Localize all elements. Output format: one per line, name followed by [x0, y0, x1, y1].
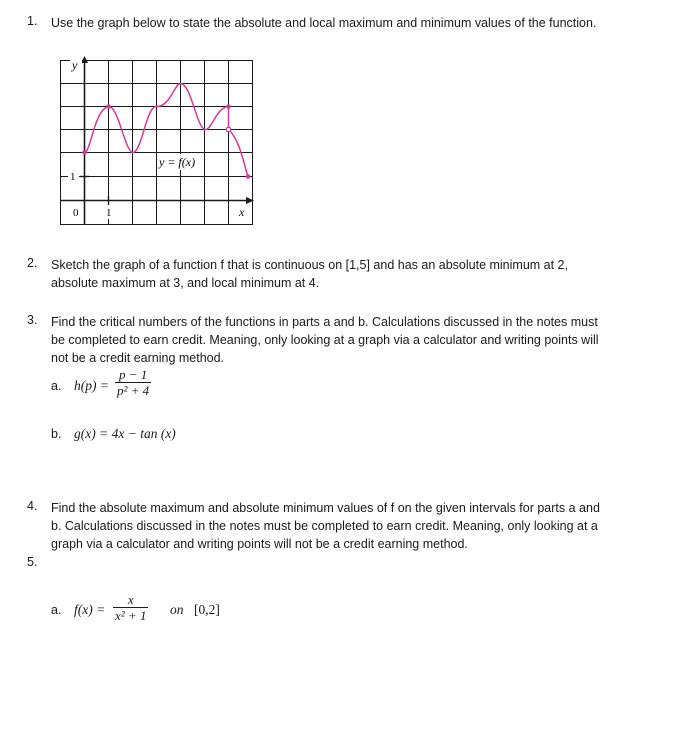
q4-part-a-fraction — [113, 592, 148, 623]
q3-part-a-denominator: p² + 4 — [117, 383, 150, 398]
q3-part-a-label: a. — [51, 379, 62, 393]
q4-part-a-interval: [0,2] — [194, 602, 220, 617]
function-graph — [58, 55, 258, 230]
q3-line-2: be completed to earn credit. Meaning, only looking at a graph via a calculator and writing points will — [51, 333, 599, 347]
point-jump-bottom — [226, 127, 231, 132]
q3-number: 3. — [27, 313, 38, 327]
origin-label: 0 — [73, 207, 79, 219]
q4-line-2: b. Calculations discussed in the notes must be completed to earn credit. Meaning, only looking at a — [51, 519, 598, 533]
q3-part-a-numerator: p − 1 — [118, 367, 148, 382]
q3-part-b-label: b. — [51, 427, 62, 441]
x-axis-label: x — [239, 205, 245, 219]
q4-line-3: graph via a calculator and writing points will not be a credit earning method. — [51, 537, 468, 551]
y-axis-label: y — [72, 58, 78, 72]
function-label: y = f(x) — [159, 155, 196, 169]
q4-part-a-interval-word: on — [170, 602, 184, 617]
q5-number: 5. — [27, 555, 38, 569]
q2-number: 2. — [27, 256, 38, 270]
q3-part-a-lhs: h(p) = — [74, 378, 109, 393]
point-jump-top — [226, 104, 231, 109]
q4-number: 4. — [27, 499, 38, 513]
q4-part-a-lhs: f(x) = — [74, 602, 106, 617]
point-end — [246, 174, 251, 179]
q3-part-b-expr: g(x) = 4x − tan (x) — [74, 426, 176, 441]
q4-part-a-numerator: x — [127, 592, 134, 607]
q4-part-a-label: a. — [51, 603, 62, 617]
q2-line-1: Sketch the graph of a function f that is continuous on [1,5] and has an absolute minimum at 2, — [51, 258, 568, 272]
y-axis-arrow — [81, 56, 88, 63]
point-start — [82, 150, 87, 155]
q4-part-a-denominator: x² + 1 — [115, 608, 147, 623]
x-tick-label: 1 — [106, 207, 112, 219]
q2-line-2: absolute maximum at 3, and local minimum at 4. — [51, 276, 320, 290]
q3-line-3: not be a credit earning method. — [51, 351, 225, 365]
q4-line-1: Find the absolute maximum and absolute minimum values of f on the given intervals for parts a and — [51, 501, 600, 515]
y-tick-label: 1 — [70, 171, 76, 183]
q1-number: 1. — [27, 14, 38, 28]
q3-part-a-fraction — [115, 367, 151, 398]
q3-line-1: Find the critical numbers of the functions in parts a and b. Calculations discussed in the notes must — [51, 315, 598, 329]
point-local-max-1 — [106, 104, 111, 109]
q1-text: Use the graph below to state the absolute and local maximum and minimum values of the function. — [51, 16, 597, 30]
